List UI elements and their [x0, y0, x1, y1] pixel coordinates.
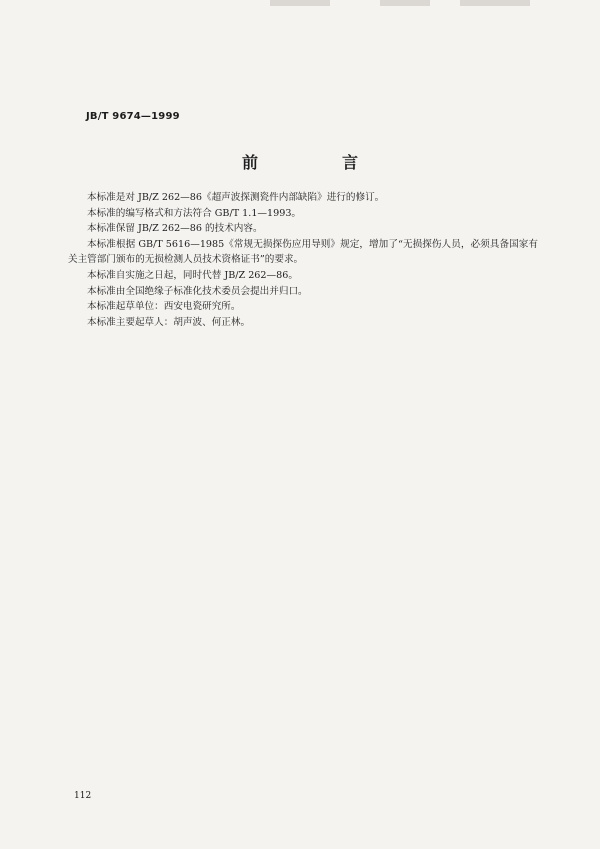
page-title: 前 言: [241, 153, 392, 172]
standard-code: JB/T 9674—1999: [86, 111, 180, 122]
paragraph: 本标准根据 GB/T 5616—1985《常规无损探伤应用导则》规定，增加了“无损探伤人员，必须具备国家有关主管部门颁布的无损检测人员技术资格证书”的要求。: [68, 238, 538, 266]
page-number: 112: [74, 791, 92, 801]
paragraph: 本标准的编写格式和方法符合 GB/T 1.1—1993。: [87, 207, 302, 219]
paragraph: 本标准由全国绝缘子标准化技术委员会提出并归口。: [87, 285, 308, 297]
scan-artifact: [270, 0, 330, 6]
paragraph: 本标准起草单位：西安电瓷研究所。: [87, 301, 241, 313]
scan-artifact: [460, 0, 530, 6]
paragraph: 本标准自实施之日起，同时代替 JB/Z 262—86。: [87, 269, 298, 281]
document-body: [68, 190, 538, 330]
paragraph: 本标准保留 JB/Z 262—86 的技术内容。: [87, 223, 263, 235]
paragraph: 本标准是对 JB/Z 262—86《超声波探测瓷件内部缺陷》进行的修订。: [87, 192, 385, 203]
paragraph: 本标准主要起草人：胡声波、何正林。: [87, 316, 251, 328]
scan-artifact: [380, 0, 430, 6]
